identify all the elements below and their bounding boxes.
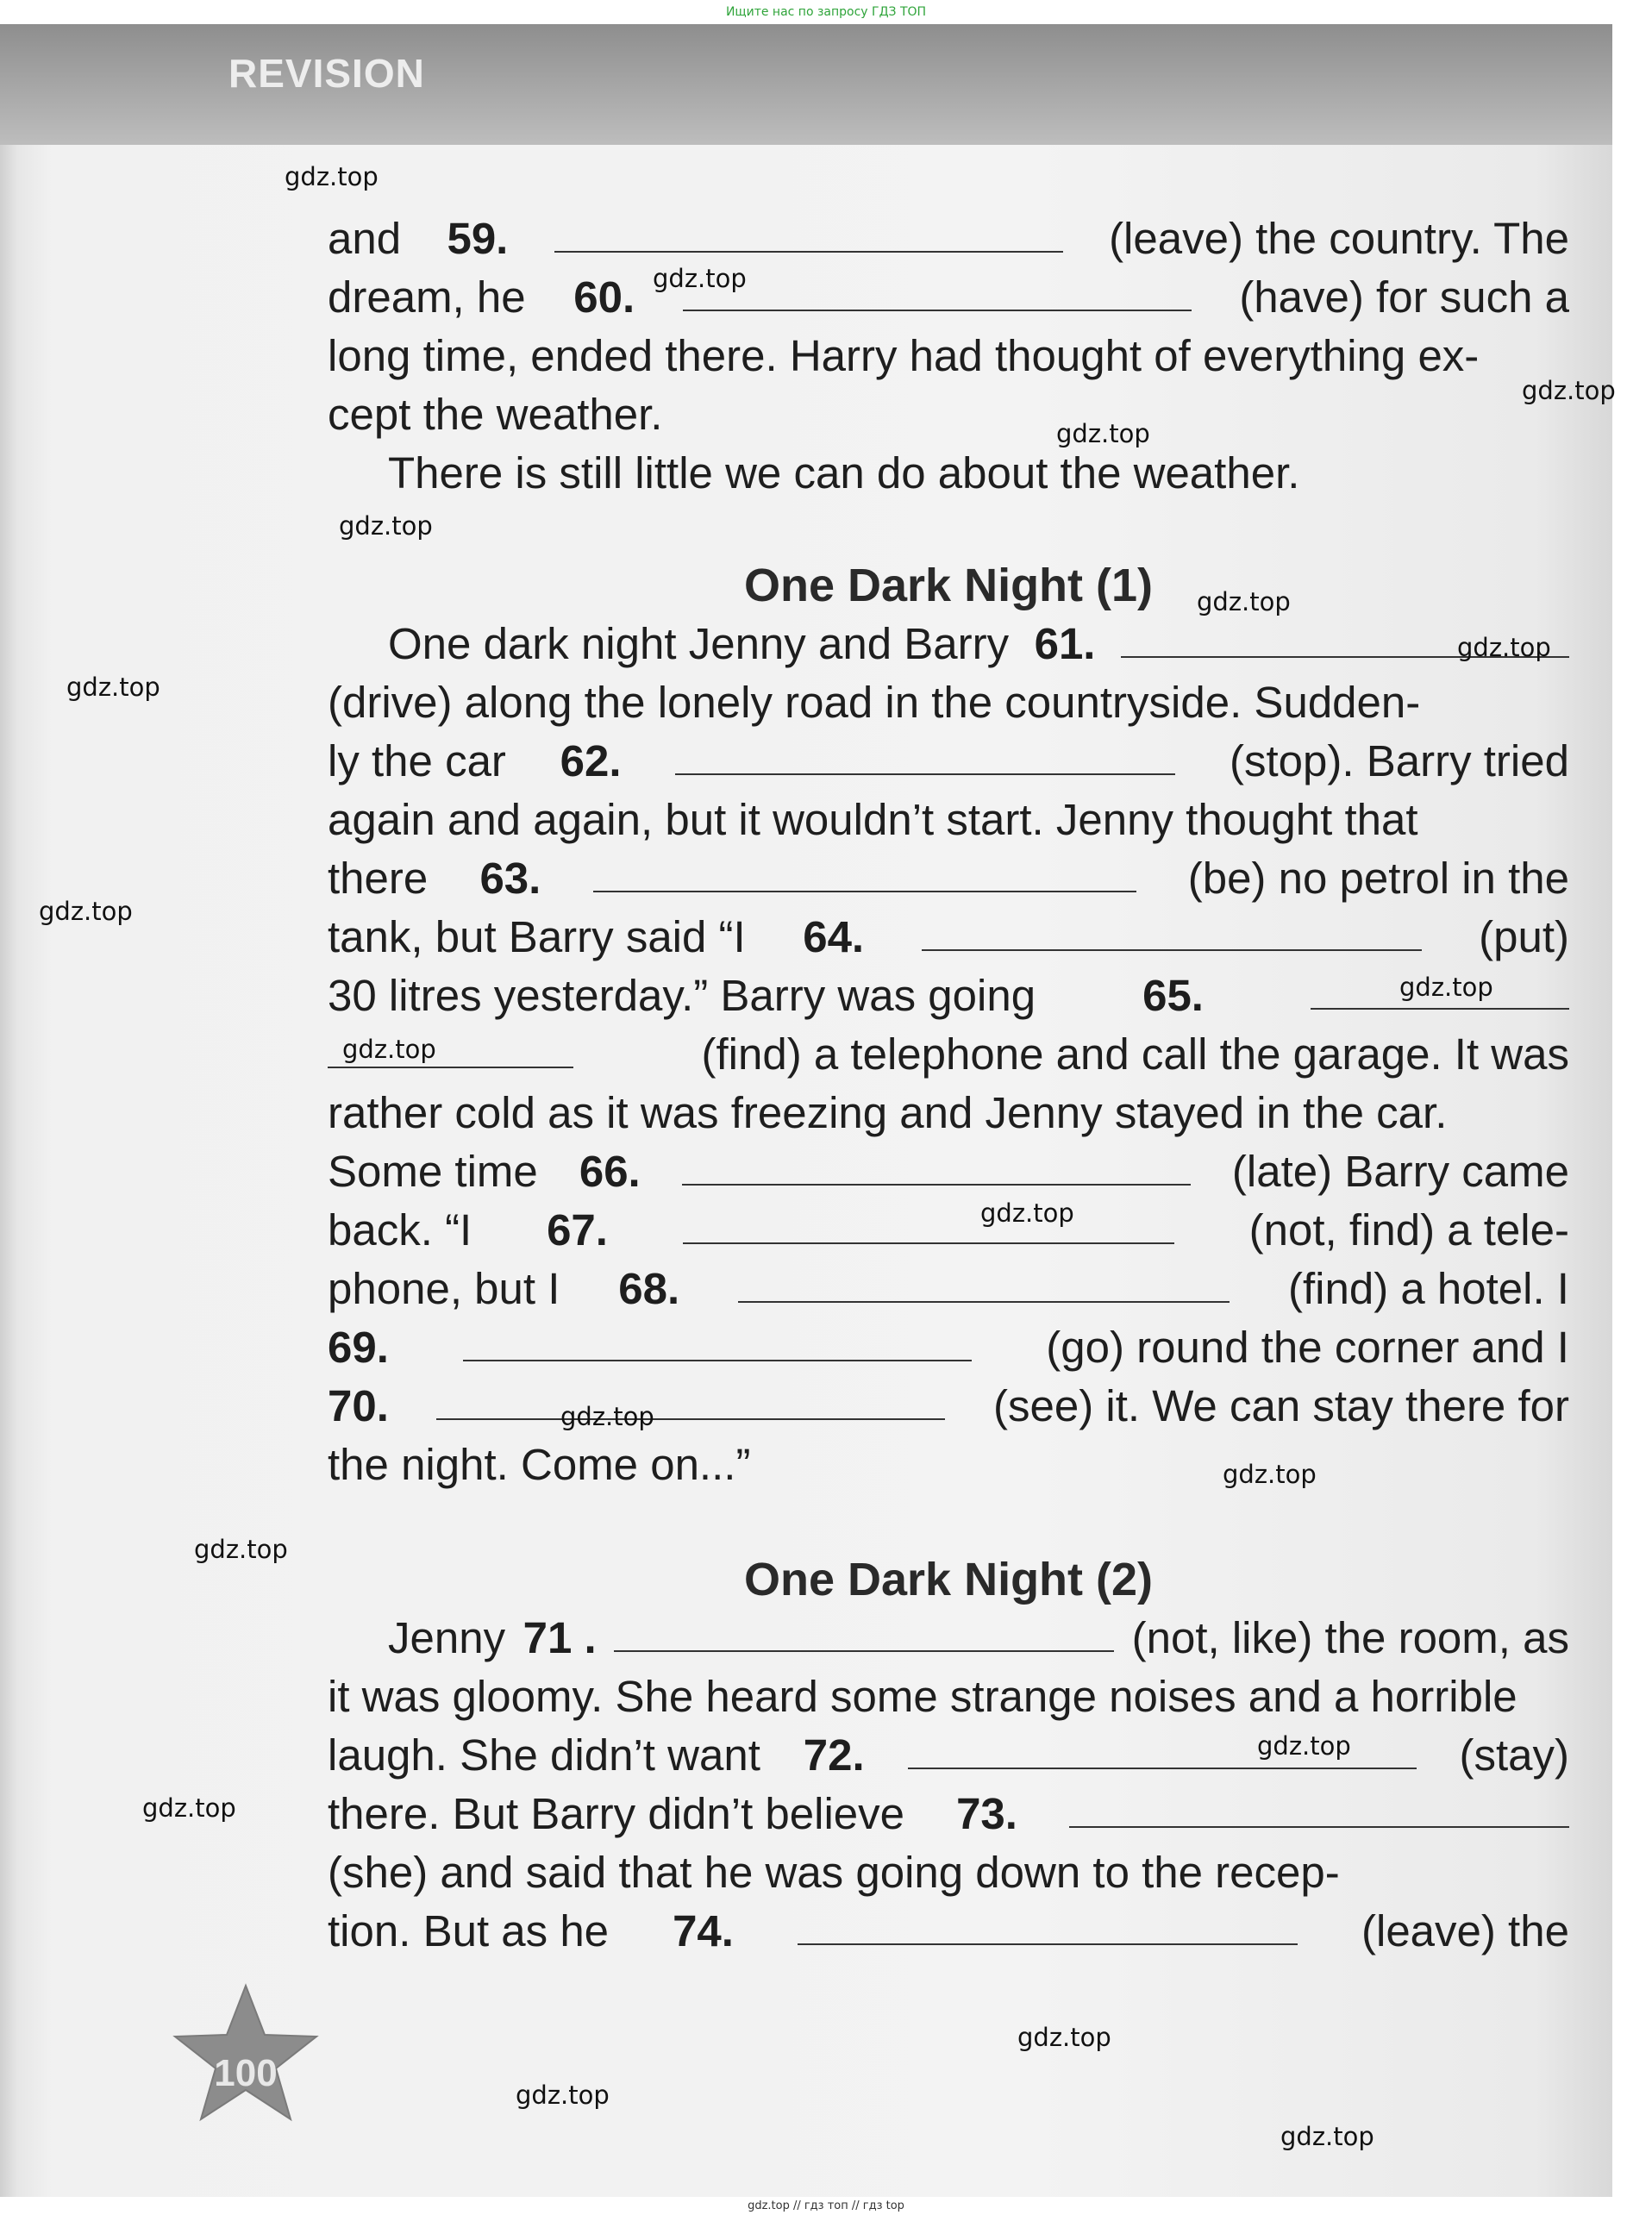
footer-link[interactable]: gdz.top // гдз топ // гдз top [748,2199,904,2212]
watermark: gdz.top [980,1198,1074,1228]
intro-line-1: and 59. (leave) the country. The [328,210,1569,268]
answer-blank-63[interactable] [593,849,1136,892]
s1-line-15: the night. Come on...” [328,1440,751,1489]
watermark: gdz.top [560,1402,654,1431]
intro-paragraph [328,210,1569,503]
watermark: gdz.top [1257,1731,1351,1761]
watermark: gdz.top [285,162,379,191]
item-number-70: 70. [328,1381,389,1430]
page-number-badge [168,1981,323,2141]
item-number-60: 60. [573,272,635,322]
watermark: gdz.top [1399,973,1493,1002]
watermark: gdz.top [1017,2023,1111,2052]
answer-blank-71[interactable] [614,1609,1114,1652]
section-heading-1: One Dark Night (1) [743,560,1154,611]
s1-line-13: 69. (go) round the corner and I [328,1318,1569,1377]
watermark: gdz.top [1056,419,1150,448]
watermark: gdz.top [39,897,133,926]
item-number-74: 74. [673,1906,734,1955]
answer-blank-70[interactable] [436,1377,945,1420]
watermark: gdz.top [1522,376,1616,405]
answer-blank-60[interactable] [683,268,1192,311]
s1-line-2: (drive) along the lonely road in the countryside. Sudden- [328,678,1421,727]
answer-blank-68[interactable] [738,1260,1230,1303]
bottom-banner [0,2197,1652,2215]
s2-line-2: it was gloomy. She heard some strange noises and a horrible [328,1672,1517,1721]
item-number-65: 65. [1142,971,1204,1020]
book-page [0,24,1616,2197]
s2-line-1: Jenny 71 . (not, like) the room, as [328,1609,1569,1668]
answer-blank-74[interactable] [798,1902,1298,1945]
s2-line-6: tion. But as he 74. (leave) the [328,1902,1569,1961]
watermark: gdz.top [653,264,747,293]
item-number-62: 62. [560,736,622,785]
answer-blank-59[interactable] [554,210,1063,253]
item-number-69: 69. [328,1323,389,1372]
section-one-dark-night-1 [328,556,1569,1494]
item-number-66: 66. [579,1147,641,1196]
search-hint-link[interactable]: Ищите нас по запросу ГДЗ ТОП [725,5,927,19]
s1-line-14: 70. (see) it. We can stay there for [328,1377,1569,1436]
item-number-61: 61. [1034,619,1096,668]
s1-line-9: rather cold as it was freezing and Jenny stayed in the car. [328,1088,1448,1137]
watermark: gdz.top [1280,2122,1374,2151]
s1-line-6: tank, but Barry said “I 64. (put) [328,908,1569,967]
watermark: gdz.top [1197,587,1291,616]
page-header [0,24,1612,145]
s1-line-7: 30 litres yesterday.” Barry was going 65. [328,967,1569,1025]
watermark: gdz.top [66,673,160,702]
s1-line-8: (find) a telephone and call the garage. It was [328,1025,1569,1084]
item-number-67: 67. [547,1205,608,1255]
answer-blank-62[interactable] [675,732,1175,775]
watermark: gdz.top [342,1035,436,1064]
item-number-73: 73. [956,1789,1017,1838]
s1-line-10: Some time 66. (late) Barry came [328,1142,1569,1201]
s2-line-4: there. But Barry didn’t believe 73. [328,1785,1569,1843]
watermark: gdz.top [194,1535,288,1564]
answer-blank-64[interactable] [922,908,1422,951]
watermark: gdz.top [1223,1460,1317,1489]
watermark: gdz.top [142,1793,236,1823]
s2-line-5: (she) and said that he was going down to the recep- [328,1848,1340,1897]
intro-line-5: There is still little we can do about the weather. [388,448,1300,497]
answer-blank-73[interactable] [1069,1785,1569,1828]
page-number: 100 [214,2052,278,2094]
watermark: gdz.top [339,511,433,541]
answer-blank-66[interactable] [682,1142,1191,1186]
item-number-68: 68. [618,1264,680,1313]
intro-line-3: long time, ended there. Harry had thought of everything ex- [328,331,1480,380]
intro-line-4: cept the weather. [328,390,663,439]
item-number-72: 72. [803,1730,865,1780]
item-number-71: 71 . [523,1613,597,1662]
section-one-dark-night-2 [328,1550,1569,1961]
item-number-64: 64. [803,912,865,961]
intro-line-2: dream, he 60. (have) for such a [328,268,1569,327]
top-banner [0,0,1652,24]
section-heading-2: One Dark Night (2) [743,1554,1154,1605]
s1-line-11: back. “I 67. (not, find) a tele- [328,1201,1569,1260]
answer-blank-69[interactable] [463,1318,972,1361]
s1-line-1: One dark night Jenny and Barry 61. [328,615,1569,673]
s1-line-5: there 63. (be) no petrol in the [328,849,1569,908]
item-number-63: 63. [479,854,541,903]
watermark: gdz.top [516,2080,610,2110]
s2-line-3: laugh. She didn’t want 72. (stay) [328,1726,1569,1785]
header-title: REVISION [228,51,425,96]
s1-line-4: again and again, but it wouldn’t start. Jenny thought that [328,795,1418,844]
watermark: gdz.top [1457,633,1551,662]
s1-line-12: phone, but I 68. (find) a hotel. I [328,1260,1569,1318]
s1-line-3: ly the car 62. (stop). Barry tried [328,732,1569,791]
answer-blank-67[interactable] [683,1201,1174,1244]
item-number-59: 59. [447,214,509,263]
